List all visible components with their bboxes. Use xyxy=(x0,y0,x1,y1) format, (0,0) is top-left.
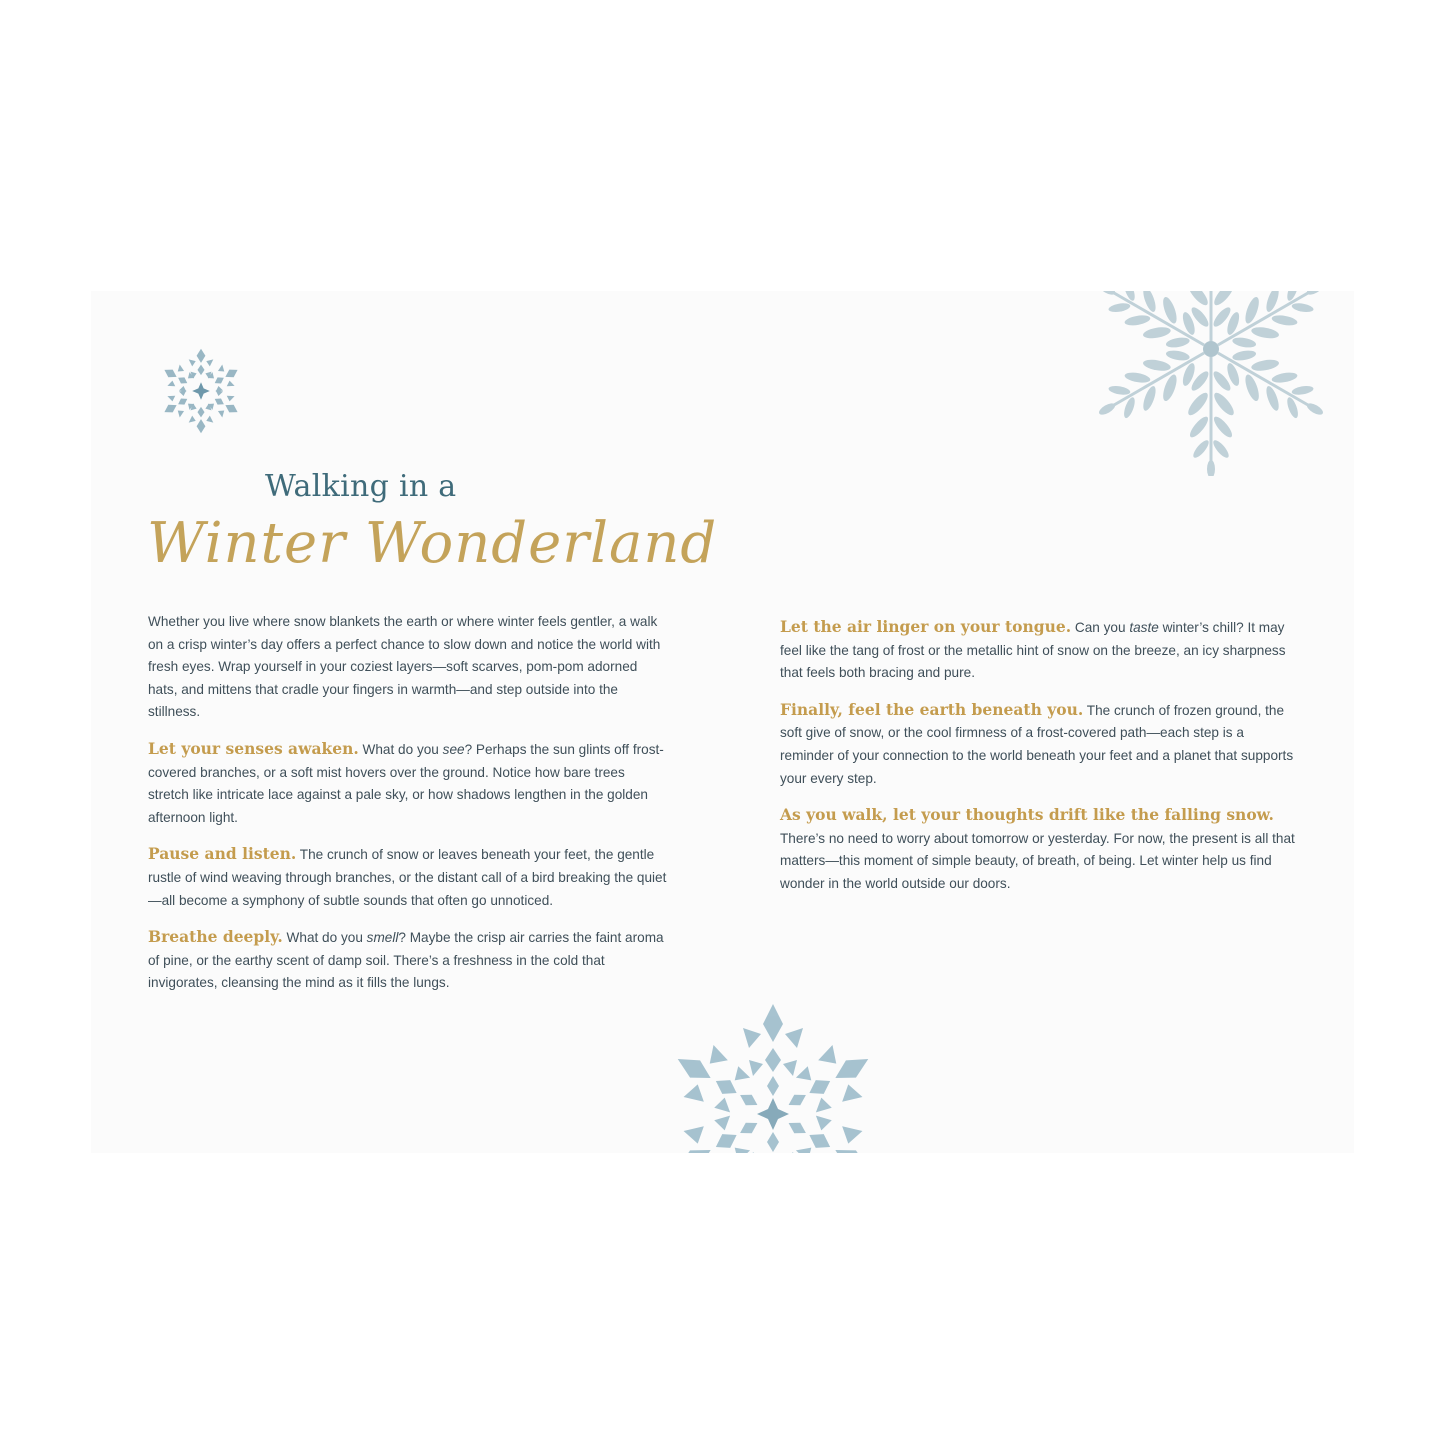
senses-lead: Let your senses awaken. xyxy=(148,738,359,758)
breathe-emphasis: smell xyxy=(366,930,399,946)
breathe-text-after: ? Maybe the crisp air carries the faint aroma of pine, or the earthy scent of damp soil. There’s a freshness in the cold that invigorates, cleansing the mind as it fills the lungs. xyxy=(148,930,664,991)
breathe-text-before: What do you xyxy=(282,930,367,946)
snowflake-large-icon xyxy=(660,1001,886,1153)
taste-text-after: winter’s chill? It may feel like the tang of frost or the metallic hint of snow on the breeze, an icy sharpness that feels both bracing and pure. xyxy=(780,620,1286,681)
listen-paragraph xyxy=(148,843,668,912)
senses-paragraph xyxy=(148,738,668,829)
walk-text: There’s no need to worry about tomorrow or yesterday. For now, the present is all that matters—this moment of simple beauty, of breath, of being. Let winter help us find wonder in the world outside our doors. xyxy=(780,830,1295,891)
title-line-1: Walking in a xyxy=(265,469,457,504)
listen-text: The crunch of snow or leaves beneath your feet, the gentle rustle of wind weaving through branches, or the distant call of a bird breaking the quiet—all become a symphony of subtle sounds that often go unnoticed. xyxy=(148,847,667,908)
title-script-line: Winter Wonderland xyxy=(147,511,718,576)
intro-paragraph: Whether you live where snow blankets the earth or where winter feels gentler, a walk on a crisp winter’s day offers a perfect chance to slow down and notice the world with fresh eyes. Wrap yourself in your coziest layers—soft scarves, pom-pom adorned hats, and mittens that cradle your fingers in warmth—and step outside into the stillness. xyxy=(148,614,661,720)
breathe-paragraph xyxy=(148,926,668,995)
snowflake-small-icon xyxy=(157,343,245,439)
taste-paragraph xyxy=(780,616,1300,685)
senses-text-before: What do you xyxy=(358,741,443,757)
breathe-lead: Breathe deeply. xyxy=(148,927,283,947)
earth-paragraph xyxy=(780,699,1300,790)
senses-emphasis: see xyxy=(442,741,465,757)
earth-text: The crunch of frozen ground, the soft give of snow, or the cool firmness of a frost-covered path—each step is a reminder of your connection to the world beneath your feet and a planet that supports your every step. xyxy=(780,702,1294,786)
book-spread xyxy=(91,291,1354,1153)
walk-paragraph xyxy=(780,804,1300,895)
taste-lead: Let the air linger on your tongue. xyxy=(780,617,1072,636)
left-column xyxy=(148,611,668,1009)
senses-text-after: ? Perhaps the sun glints off frost-covered branches, or a soft mist hovers over the ground. Notice how bare trees stretch like intricate lace against a pale sky, or how shadows lengthen in the golden afternoon light. xyxy=(148,741,664,825)
taste-emphasis: taste xyxy=(1129,620,1159,635)
snowflake-leafy-icon xyxy=(1091,291,1331,476)
taste-text-before: Can you xyxy=(1071,620,1130,635)
listen-lead: Pause and listen. xyxy=(148,844,297,864)
earth-lead: Finally, feel the earth beneath you. xyxy=(780,699,1084,719)
walk-lead: As you walk, let your thoughts drift like the falling snow. xyxy=(780,805,1274,825)
right-column xyxy=(780,616,1300,910)
